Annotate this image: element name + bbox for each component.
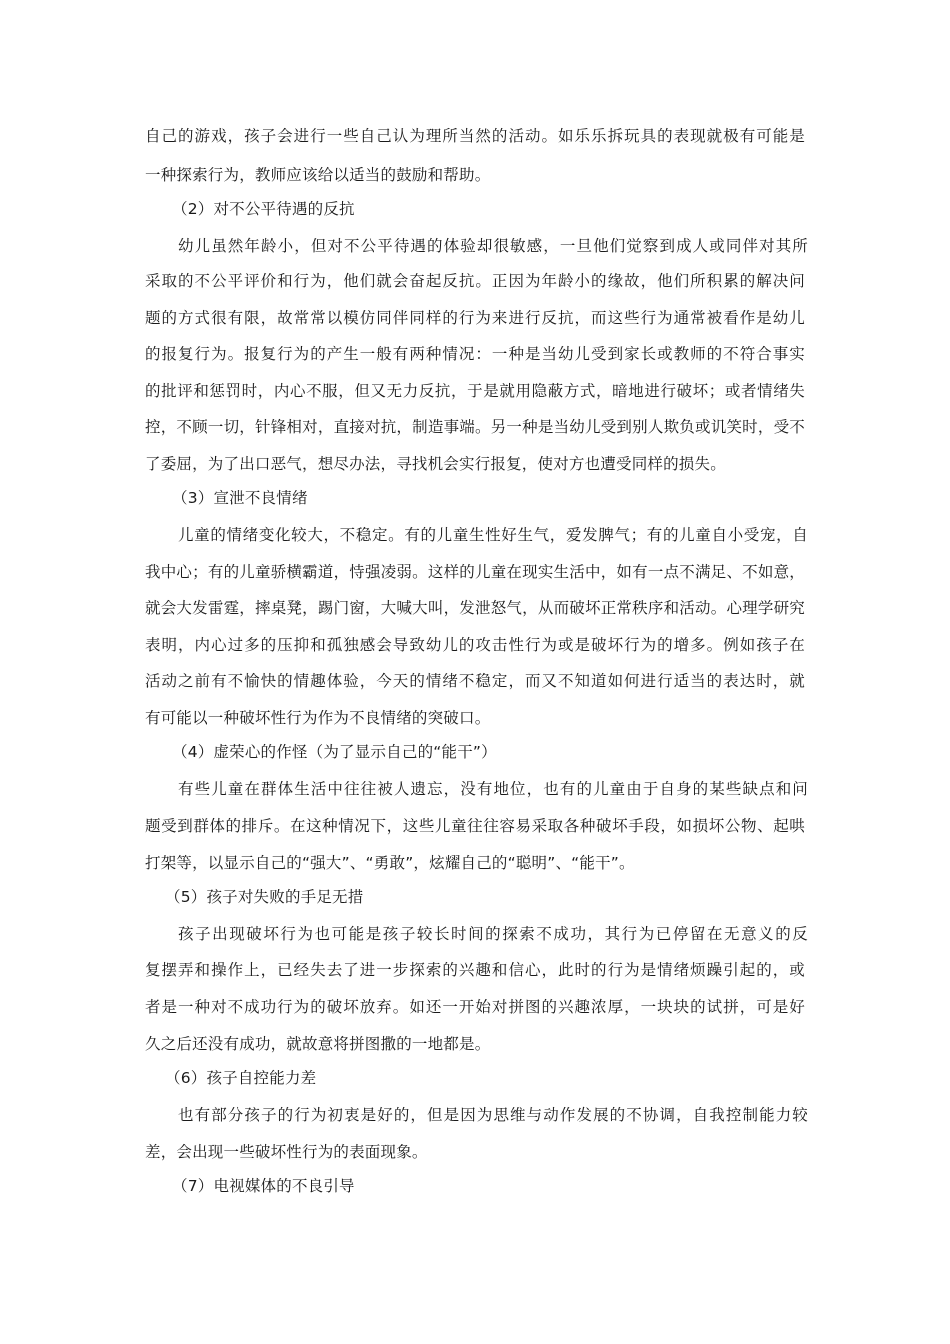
- paragraph-line: 采取的不公平评价和行为，他们就会奋起反抗。正因为年龄小的缘故，他们所积累的解决问: [145, 272, 805, 290]
- paragraph-line: 的报复行为。报复行为的产生一般有两种情况：一种是当幼儿受到家长或教师的不符合事实: [145, 345, 805, 363]
- paragraph-line: 孩子出现破坏行为也可能是孩子较长时间的探索不成功，其行为已停留在无意义的反: [178, 925, 808, 943]
- paragraph-line: 表明，内心过多的压抑和孤独感会导致幼儿的攻击性行为或是破坏行为的增多。例如孩子在: [145, 636, 805, 654]
- paragraph-line: 我中心；有的儿童骄横霸道，恃强凌弱。这样的儿童在现实生活中，如有一点不满足、不如意，: [145, 563, 805, 581]
- section-heading: （7）电视媒体的不良引导: [172, 1177, 355, 1195]
- paragraph-line: 了委屈，为了出口恶气，想尽办法，寻找机会实行报复，使对方也遭受同样的损失。: [145, 455, 726, 473]
- paragraph-line: 就会大发雷霆，摔桌凳，踢门窗，大喊大叫，发泄怒气，从而破坏正常秩序和活动。心理学研究: [145, 599, 805, 617]
- paragraph-line: 久之后还没有成功，就故意将拼图撒的一地都是。: [145, 1035, 491, 1053]
- paragraph-line: 题受到群体的排斥。在这种情况下，这些儿童往往容易采取各种破坏手段，如损坏公物、起哄: [145, 817, 805, 835]
- paragraph-line: 控，不顾一切，针锋相对，直接对抗，制造事端。另一种是当幼儿受到别人欺负或讥笑时，受不: [145, 418, 805, 436]
- paragraph-line: 打架等，以显示自己的“强大”、“勇敢”，炫耀自己的“聪明”、“能干”。: [145, 854, 635, 872]
- paragraph-line: 的批评和惩罚时，内心不服，但又无力反抗，于是就用隐蔽方式，暗地进行破坏；或者情绪失: [145, 382, 805, 400]
- paragraph-line: 复摆弄和操作上，已经失去了进一步探索的兴趣和信心，此时的行为是情绪烦躁引起的，或: [145, 961, 805, 979]
- section-heading: （6）孩子自控能力差: [165, 1069, 317, 1087]
- paragraph-line: 差，会出现一些破坏性行为的表面现象。: [145, 1143, 428, 1161]
- paragraph-line: 活动之前有不愉快的情趣体验，今天的情绪不稳定，而又不知道如何进行适当的表达时，就: [145, 672, 805, 690]
- paragraph-line: 者是一种对不成功行为的破坏放弃。如还一开始对拼图的兴趣浓厚，一块块的试拼，可是好: [145, 998, 805, 1016]
- paragraph-line: 自己的游戏，孩子会进行一些自己认为理所当然的活动。如乐乐拆玩具的表现就极有可能是: [145, 127, 805, 145]
- section-heading: （5）孩子对失败的手足无措: [165, 888, 364, 906]
- paragraph-line: 题的方式很有限，故常常以模仿同伴同样的行为来进行反抗，而这些行为通常被看作是幼儿: [145, 309, 805, 327]
- paragraph-line: 也有部分孩子的行为初衷是好的，但是因为思维与动作发展的不协调，自我控制能力较: [178, 1106, 808, 1124]
- section-heading: （3）宣泄不良情绪: [172, 489, 308, 507]
- paragraph-line: 有可能以一种破坏性行为作为不良情绪的突破口。: [145, 709, 491, 727]
- paragraph-line: 有些儿童在群体生活中往往被人遗忘，没有地位，也有的儿童由于自身的某些缺点和问: [178, 780, 808, 798]
- paragraph-line: 幼儿虽然年龄小，但对不公平待遇的体验却很敏感，一旦他们觉察到成人或同伴对其所: [178, 237, 808, 255]
- paragraph-line: 一种探索行为，教师应该给以适当的鼓励和帮助。: [145, 166, 491, 184]
- paragraph-line: 儿童的情绪变化较大，不稳定。有的儿童生性好生气，爱发脾气；有的儿童自小受宠，自: [178, 526, 808, 544]
- section-heading: （2）对不公平待遇的反抗: [172, 200, 355, 218]
- section-heading: （4）虚荣心的作怪（为了显示自己的“能干”）: [172, 743, 497, 761]
